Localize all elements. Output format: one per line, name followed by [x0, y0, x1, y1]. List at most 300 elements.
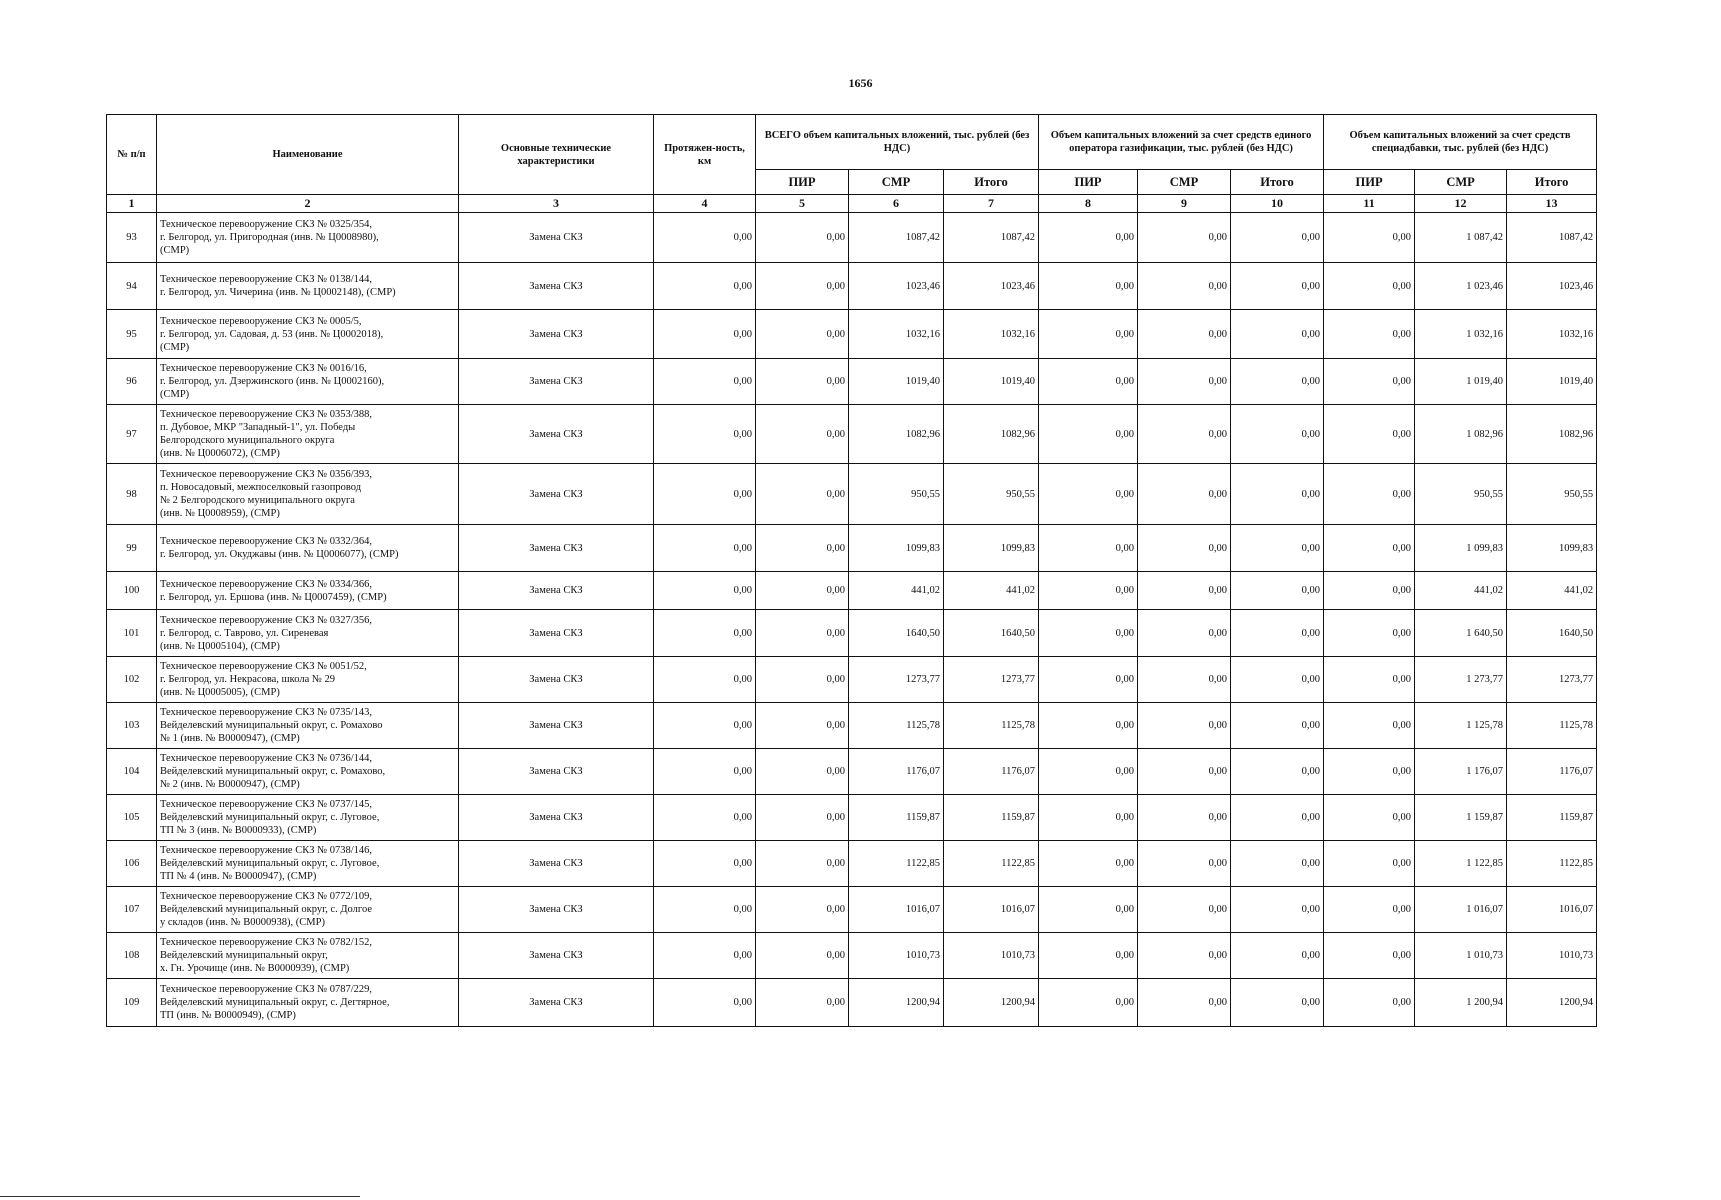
total-pir-cell: 0,00: [756, 887, 849, 933]
item-name: [157, 841, 459, 887]
operator-itogo-cell: 0,00: [1231, 464, 1324, 525]
row-number: 106: [107, 841, 157, 887]
item-name-line: Техническое перевооружение СКЗ № 0787/229,: [160, 984, 373, 995]
length-km-cell: 0,00: [654, 359, 756, 405]
row-number: 105: [107, 795, 157, 841]
total-pir-cell: 0,00: [756, 933, 849, 979]
special-smr-cell: 441,02: [1415, 572, 1507, 610]
column-number: 2: [157, 195, 459, 213]
length-km-cell: 0,00: [654, 213, 756, 263]
special-itogo-cell: 1099,83: [1507, 525, 1597, 572]
total-itogo-cell: 1082,96: [944, 405, 1039, 464]
length-km-cell: 0,00: [654, 749, 756, 795]
item-name-line: (СМР): [160, 389, 190, 400]
total-smr-cell: 1273,77: [849, 657, 944, 703]
total-itogo-cell: 950,55: [944, 464, 1039, 525]
technical-characteristics: Замена СКЗ: [459, 841, 654, 887]
total-smr-cell: 1016,07: [849, 887, 944, 933]
item-name-line: Техническое перевооружение СКЗ № 0738/146,: [160, 845, 373, 856]
special-pir-cell: 0,00: [1324, 572, 1415, 610]
operator-pir-cell: 0,00: [1039, 525, 1138, 572]
operator-smr-cell: 0,00: [1138, 979, 1231, 1027]
special-itogo-cell: 1023,46: [1507, 263, 1597, 310]
special-itogo-cell: 1176,07: [1507, 749, 1597, 795]
header-group-operator: Объем капитальных вложений за счет средств единого оператора газификации, тыс. рублей (без НДС): [1039, 115, 1324, 170]
special-itogo-cell: 1019,40: [1507, 359, 1597, 405]
operator-smr-cell: 0,00: [1138, 610, 1231, 657]
operator-itogo-cell: 0,00: [1231, 795, 1324, 841]
special-pir-cell: 0,00: [1324, 703, 1415, 749]
length-km-cell: 0,00: [654, 464, 756, 525]
operator-itogo-cell: 0,00: [1231, 610, 1324, 657]
technical-characteristics: Замена СКЗ: [459, 887, 654, 933]
item-name-line: Техническое перевооружение СКЗ № 0327/356,: [160, 614, 373, 626]
column-number: 3: [459, 195, 654, 213]
special-smr-cell: 1 019,40: [1415, 359, 1507, 405]
item-name-line: г. Белгород, ул. Садовая, д. 53 (инв. № Ц0002018),: [160, 328, 384, 340]
total-pir-cell: 0,00: [756, 525, 849, 572]
special-smr-cell: 1 176,07: [1415, 749, 1507, 795]
item-name: [157, 310, 459, 359]
total-smr-cell: 1023,46: [849, 263, 944, 310]
item-name-line: п. Новосадовый, межпоселковый газопровод: [160, 482, 362, 493]
special-pir-cell: 0,00: [1324, 405, 1415, 464]
item-name-line: Вейделевский муниципальный округ, с. Ромахово: [160, 720, 383, 731]
item-name-line: Вейделевский муниципальный округ, с. Ромахово,: [160, 766, 386, 777]
column-number: 8: [1039, 195, 1138, 213]
total-smr-cell: 1125,78: [849, 703, 944, 749]
header-length: Протяжен-ность, км: [654, 115, 756, 195]
operator-pir-cell: 0,00: [1039, 887, 1138, 933]
header-itogo: Итого: [1507, 170, 1597, 195]
row-number: 104: [107, 749, 157, 795]
total-smr-cell: 1019,40: [849, 359, 944, 405]
special-itogo-cell: 1010,73: [1507, 933, 1597, 979]
technical-characteristics: Замена СКЗ: [459, 359, 654, 405]
item-name-line: (инв. № Ц0005005), (СМР): [160, 687, 280, 698]
footer-rule: [0, 1196, 360, 1197]
total-itogo-cell: 1640,50: [944, 610, 1039, 657]
row-number: 97: [107, 405, 157, 464]
special-smr-cell: 1 082,96: [1415, 405, 1507, 464]
special-itogo-cell: 1082,96: [1507, 405, 1597, 464]
header-group-special: Объем капитальных вложений за счет средств специадбавки, тыс. рублей (без НДС): [1324, 115, 1597, 170]
table-row: [107, 657, 1597, 703]
special-smr-cell: 1 032,16: [1415, 310, 1507, 359]
item-name: [157, 933, 459, 979]
special-itogo-cell: 1125,78: [1507, 703, 1597, 749]
operator-pir-cell: 0,00: [1039, 610, 1138, 657]
item-name: [157, 979, 459, 1027]
item-name: [157, 213, 459, 263]
operator-smr-cell: 0,00: [1138, 359, 1231, 405]
operator-smr-cell: 0,00: [1138, 933, 1231, 979]
special-pir-cell: 0,00: [1324, 263, 1415, 310]
total-pir-cell: 0,00: [756, 703, 849, 749]
column-number: 13: [1507, 195, 1597, 213]
item-name-line: Техническое перевооружение СКЗ № 0735/143,: [160, 707, 373, 718]
technical-characteristics: Замена СКЗ: [459, 572, 654, 610]
special-smr-cell: 1 159,87: [1415, 795, 1507, 841]
table-body: [107, 213, 1597, 1027]
column-number: 10: [1231, 195, 1324, 213]
operator-smr-cell: 0,00: [1138, 657, 1231, 703]
total-smr-cell: 1087,42: [849, 213, 944, 263]
special-itogo-cell: 1122,85: [1507, 841, 1597, 887]
special-pir-cell: 0,00: [1324, 979, 1415, 1027]
special-pir-cell: 0,00: [1324, 525, 1415, 572]
total-itogo-cell: 1159,87: [944, 795, 1039, 841]
item-name: [157, 887, 459, 933]
column-number: 4: [654, 195, 756, 213]
length-km-cell: 0,00: [654, 887, 756, 933]
total-pir-cell: 0,00: [756, 359, 849, 405]
operator-smr-cell: 0,00: [1138, 887, 1231, 933]
row-number: 103: [107, 703, 157, 749]
operator-itogo-cell: 0,00: [1231, 657, 1324, 703]
capital-investment-table: [106, 114, 1597, 1027]
operator-smr-cell: 0,00: [1138, 405, 1231, 464]
column-number: 11: [1324, 195, 1415, 213]
header-pir: ПИР: [1039, 170, 1138, 195]
technical-characteristics: Замена СКЗ: [459, 749, 654, 795]
item-name-line: (инв. № Ц0005104), (СМР): [160, 640, 280, 652]
item-name-line: Техническое перевооружение СКЗ № 0782/152,: [160, 937, 373, 948]
special-itogo-cell: 1032,16: [1507, 310, 1597, 359]
row-number: 94: [107, 263, 157, 310]
header-itogo: Итого: [1231, 170, 1324, 195]
total-smr-cell: 1122,85: [849, 841, 944, 887]
header-smr: СМР: [1415, 170, 1507, 195]
total-itogo-cell: 441,02: [944, 572, 1039, 610]
header-group-total: ВСЕГО объем капитальных вложений, тыс. рублей (без НДС): [756, 115, 1039, 170]
item-name-line: Техническое перевооружение СКЗ № 0332/364,: [160, 536, 373, 547]
item-name: [157, 405, 459, 464]
row-number: 108: [107, 933, 157, 979]
technical-characteristics: Замена СКЗ: [459, 464, 654, 525]
operator-smr-cell: 0,00: [1138, 841, 1231, 887]
item-name: [157, 703, 459, 749]
item-name-line: Техническое перевооружение СКЗ № 0353/388,: [160, 409, 373, 420]
operator-pir-cell: 0,00: [1039, 979, 1138, 1027]
operator-smr-cell: 0,00: [1138, 525, 1231, 572]
header-smr: СМР: [1138, 170, 1231, 195]
special-pir-cell: 0,00: [1324, 887, 1415, 933]
total-itogo-cell: 1122,85: [944, 841, 1039, 887]
item-name-line: ТП № 4 (инв. № В0000947), (СМР): [160, 871, 317, 882]
table-row: [107, 464, 1597, 525]
length-km-cell: 0,00: [654, 310, 756, 359]
special-smr-cell: 1 122,85: [1415, 841, 1507, 887]
technical-characteristics: Замена СКЗ: [459, 213, 654, 263]
item-name-line: Техническое перевооружение СКЗ № 0736/144,: [160, 753, 373, 764]
special-pir-cell: 0,00: [1324, 310, 1415, 359]
item-name-line: (СМР): [160, 341, 190, 353]
item-name-line: Техническое перевооружение СКЗ № 0016/16,: [160, 363, 367, 374]
item-name-line: Техническое перевооружение СКЗ № 0737/145,: [160, 799, 373, 810]
table-row: [107, 933, 1597, 979]
table-row: [107, 263, 1597, 310]
total-pir-cell: 0,00: [756, 795, 849, 841]
special-pir-cell: 0,00: [1324, 359, 1415, 405]
special-itogo-cell: 441,02: [1507, 572, 1597, 610]
column-number: 6: [849, 195, 944, 213]
total-pir-cell: 0,00: [756, 657, 849, 703]
special-itogo-cell: 1200,94: [1507, 979, 1597, 1027]
item-name-line: у складов (инв. № В0000938), (СМР): [160, 917, 325, 928]
total-smr-cell: 950,55: [849, 464, 944, 525]
item-name-line: г. Белгород, ул. Пригородная (инв. № Ц0008980),: [160, 232, 379, 243]
item-name: [157, 572, 459, 610]
item-name-line: г. Белгород, ул. Ершова (инв. № Ц0007459), (СМР): [160, 591, 387, 603]
operator-itogo-cell: 0,00: [1231, 887, 1324, 933]
item-name-line: № 2 (инв. № В0000947), (СМР): [160, 779, 300, 790]
operator-pir-cell: 0,00: [1039, 572, 1138, 610]
special-pir-cell: 0,00: [1324, 841, 1415, 887]
row-number: 95: [107, 310, 157, 359]
column-number: 7: [944, 195, 1039, 213]
item-name-line: (инв. № Ц0006072), (СМР): [160, 448, 280, 459]
item-name-line: г. Белгород, с. Таврово, ул. Сиреневая: [160, 627, 329, 639]
table-row: [107, 887, 1597, 933]
header-name: Наименование: [157, 115, 459, 195]
operator-itogo-cell: 0,00: [1231, 525, 1324, 572]
total-pir-cell: 0,00: [756, 749, 849, 795]
table-row: [107, 795, 1597, 841]
length-km-cell: 0,00: [654, 657, 756, 703]
special-smr-cell: 950,55: [1415, 464, 1507, 525]
item-name: [157, 263, 459, 310]
operator-itogo-cell: 0,00: [1231, 933, 1324, 979]
total-pir-cell: 0,00: [756, 213, 849, 263]
row-number: 107: [107, 887, 157, 933]
total-smr-cell: 1099,83: [849, 525, 944, 572]
total-pir-cell: 0,00: [756, 405, 849, 464]
item-name-line: ТП № 3 (инв. № В0000933), (СМР): [160, 825, 317, 836]
item-name: [157, 525, 459, 572]
special-itogo-cell: 1016,07: [1507, 887, 1597, 933]
operator-pir-cell: 0,00: [1039, 405, 1138, 464]
item-name-line: Техническое перевооружение СКЗ № 0334/366,: [160, 578, 373, 590]
total-itogo-cell: 1023,46: [944, 263, 1039, 310]
total-smr-cell: 441,02: [849, 572, 944, 610]
total-pir-cell: 0,00: [756, 572, 849, 610]
header-characteristics: Основные технические характеристики: [459, 115, 654, 195]
operator-pir-cell: 0,00: [1039, 657, 1138, 703]
total-itogo-cell: 1273,77: [944, 657, 1039, 703]
item-name: [157, 749, 459, 795]
row-number: 98: [107, 464, 157, 525]
item-name-line: Вейделевский муниципальный округ, с. Дегтярное,: [160, 997, 390, 1008]
header-itogo: Итого: [944, 170, 1039, 195]
item-name-line: Техническое перевооружение СКЗ № 0051/52,: [160, 661, 367, 672]
technical-characteristics: Замена СКЗ: [459, 310, 654, 359]
row-number: 102: [107, 657, 157, 703]
item-name-line: Техническое перевооружение СКЗ № 0772/109,: [160, 891, 373, 902]
item-name-line: № 2 Белгородского муниципального округа: [160, 495, 355, 506]
table-row: [107, 979, 1597, 1027]
operator-itogo-cell: 0,00: [1231, 572, 1324, 610]
table-row: [107, 213, 1597, 263]
table-row: [107, 703, 1597, 749]
item-name: [157, 657, 459, 703]
special-smr-cell: 1 099,83: [1415, 525, 1507, 572]
operator-pir-cell: 0,00: [1039, 310, 1138, 359]
total-pir-cell: 0,00: [756, 263, 849, 310]
item-name-line: Вейделевский муниципальный округ, с. Луговое,: [160, 858, 380, 869]
operator-pir-cell: 0,00: [1039, 359, 1138, 405]
operator-smr-cell: 0,00: [1138, 213, 1231, 263]
total-itogo-cell: 1087,42: [944, 213, 1039, 263]
length-km-cell: 0,00: [654, 610, 756, 657]
technical-characteristics: Замена СКЗ: [459, 405, 654, 464]
item-name-line: п. Дубовое, МКР "Западный-1", ул. Победы: [160, 422, 356, 433]
length-km-cell: 0,00: [654, 841, 756, 887]
total-smr-cell: 1082,96: [849, 405, 944, 464]
special-smr-cell: 1 087,42: [1415, 213, 1507, 263]
total-pir-cell: 0,00: [756, 310, 849, 359]
row-number: 109: [107, 979, 157, 1027]
operator-pir-cell: 0,00: [1039, 841, 1138, 887]
table-row: [107, 749, 1597, 795]
total-smr-cell: 1159,87: [849, 795, 944, 841]
length-km-cell: 0,00: [654, 525, 756, 572]
table-row: [107, 610, 1597, 657]
operator-smr-cell: 0,00: [1138, 749, 1231, 795]
length-km-cell: 0,00: [654, 572, 756, 610]
item-name-line: Техническое перевооружение СКЗ № 0005/5,: [160, 315, 362, 327]
technical-characteristics: Замена СКЗ: [459, 703, 654, 749]
item-name-line: (инв. № Ц0008959), (СМР): [160, 508, 280, 519]
operator-smr-cell: 0,00: [1138, 310, 1231, 359]
special-smr-cell: 1 640,50: [1415, 610, 1507, 657]
table-row: [107, 525, 1597, 572]
column-number: 1: [107, 195, 157, 213]
technical-characteristics: Замена СКЗ: [459, 610, 654, 657]
header-pir: ПИР: [1324, 170, 1415, 195]
operator-itogo-cell: 0,00: [1231, 841, 1324, 887]
technical-characteristics: Замена СКЗ: [459, 525, 654, 572]
table-row: [107, 841, 1597, 887]
total-pir-cell: 0,00: [756, 610, 849, 657]
special-smr-cell: 1 273,77: [1415, 657, 1507, 703]
item-name-line: г. Белгород, ул. Некрасова, школа № 29: [160, 674, 335, 685]
row-number: 96: [107, 359, 157, 405]
row-number: 93: [107, 213, 157, 263]
item-name-line: Техническое перевооружение СКЗ № 0325/354,: [160, 219, 373, 230]
technical-characteristics: Замена СКЗ: [459, 263, 654, 310]
total-itogo-cell: 1032,16: [944, 310, 1039, 359]
item-name-line: г. Белгород, ул. Дзержинского (инв. № Ц0002160),: [160, 376, 385, 387]
operator-itogo-cell: 0,00: [1231, 749, 1324, 795]
special-pir-cell: 0,00: [1324, 610, 1415, 657]
item-name-line: Техническое перевооружение СКЗ № 0356/393,: [160, 469, 373, 480]
operator-smr-cell: 0,00: [1138, 703, 1231, 749]
special-itogo-cell: 950,55: [1507, 464, 1597, 525]
special-smr-cell: 1 023,46: [1415, 263, 1507, 310]
operator-pir-cell: 0,00: [1039, 213, 1138, 263]
item-name: [157, 464, 459, 525]
length-km-cell: 0,00: [654, 703, 756, 749]
operator-pir-cell: 0,00: [1039, 933, 1138, 979]
row-number: 100: [107, 572, 157, 610]
special-itogo-cell: 1640,50: [1507, 610, 1597, 657]
table-row: [107, 405, 1597, 464]
item-name-line: (СМР): [160, 245, 190, 256]
total-itogo-cell: 1125,78: [944, 703, 1039, 749]
special-smr-cell: 1 016,07: [1415, 887, 1507, 933]
operator-itogo-cell: 0,00: [1231, 405, 1324, 464]
total-pir-cell: 0,00: [756, 841, 849, 887]
column-number: 12: [1415, 195, 1507, 213]
special-smr-cell: 1 125,78: [1415, 703, 1507, 749]
item-name-line: х. Гн. Урочище (инв. № В0000939), (СМР): [160, 963, 350, 974]
special-pir-cell: 0,00: [1324, 464, 1415, 525]
special-pir-cell: 0,00: [1324, 749, 1415, 795]
item-name: [157, 610, 459, 657]
operator-pir-cell: 0,00: [1039, 795, 1138, 841]
technical-characteristics: Замена СКЗ: [459, 933, 654, 979]
item-name-line: Вейделевский муниципальный округ, с. Луговое,: [160, 812, 380, 823]
item-name: [157, 359, 459, 405]
operator-smr-cell: 0,00: [1138, 464, 1231, 525]
item-name-line: Белгородского муниципального округа: [160, 435, 335, 446]
page-number: 1656: [848, 76, 873, 90]
total-itogo-cell: 1200,94: [944, 979, 1039, 1027]
special-smr-cell: 1 200,94: [1415, 979, 1507, 1027]
total-itogo-cell: 1016,07: [944, 887, 1039, 933]
row-number: 101: [107, 610, 157, 657]
length-km-cell: 0,00: [654, 795, 756, 841]
operator-itogo-cell: 0,00: [1231, 359, 1324, 405]
table-row: [107, 310, 1597, 359]
operator-itogo-cell: 0,00: [1231, 979, 1324, 1027]
total-smr-cell: 1032,16: [849, 310, 944, 359]
item-name-line: ТП (инв. № В0000949), (СМР): [160, 1010, 296, 1021]
length-km-cell: 0,00: [654, 405, 756, 464]
special-pir-cell: 0,00: [1324, 933, 1415, 979]
special-smr-cell: 1 010,73: [1415, 933, 1507, 979]
special-itogo-cell: 1087,42: [1507, 213, 1597, 263]
special-pir-cell: 0,00: [1324, 213, 1415, 263]
total-smr-cell: 1200,94: [849, 979, 944, 1027]
operator-pir-cell: 0,00: [1039, 464, 1138, 525]
operator-itogo-cell: 0,00: [1231, 263, 1324, 310]
operator-itogo-cell: 0,00: [1231, 310, 1324, 359]
column-number: 5: [756, 195, 849, 213]
header-pir: ПИР: [756, 170, 849, 195]
total-pir-cell: 0,00: [756, 979, 849, 1027]
length-km-cell: 0,00: [654, 933, 756, 979]
item-name: [157, 795, 459, 841]
column-number: 9: [1138, 195, 1231, 213]
operator-smr-cell: 0,00: [1138, 572, 1231, 610]
operator-itogo-cell: 0,00: [1231, 213, 1324, 263]
row-number: 99: [107, 525, 157, 572]
length-km-cell: 0,00: [654, 979, 756, 1027]
operator-pir-cell: 0,00: [1039, 263, 1138, 310]
table-row: [107, 359, 1597, 405]
special-pir-cell: 0,00: [1324, 795, 1415, 841]
table-row: [107, 572, 1597, 610]
operator-itogo-cell: 0,00: [1231, 703, 1324, 749]
total-smr-cell: 1176,07: [849, 749, 944, 795]
operator-pir-cell: 0,00: [1039, 749, 1138, 795]
technical-characteristics: Замена СКЗ: [459, 979, 654, 1027]
special-pir-cell: 0,00: [1324, 657, 1415, 703]
total-itogo-cell: 1176,07: [944, 749, 1039, 795]
technical-characteristics: Замена СКЗ: [459, 657, 654, 703]
